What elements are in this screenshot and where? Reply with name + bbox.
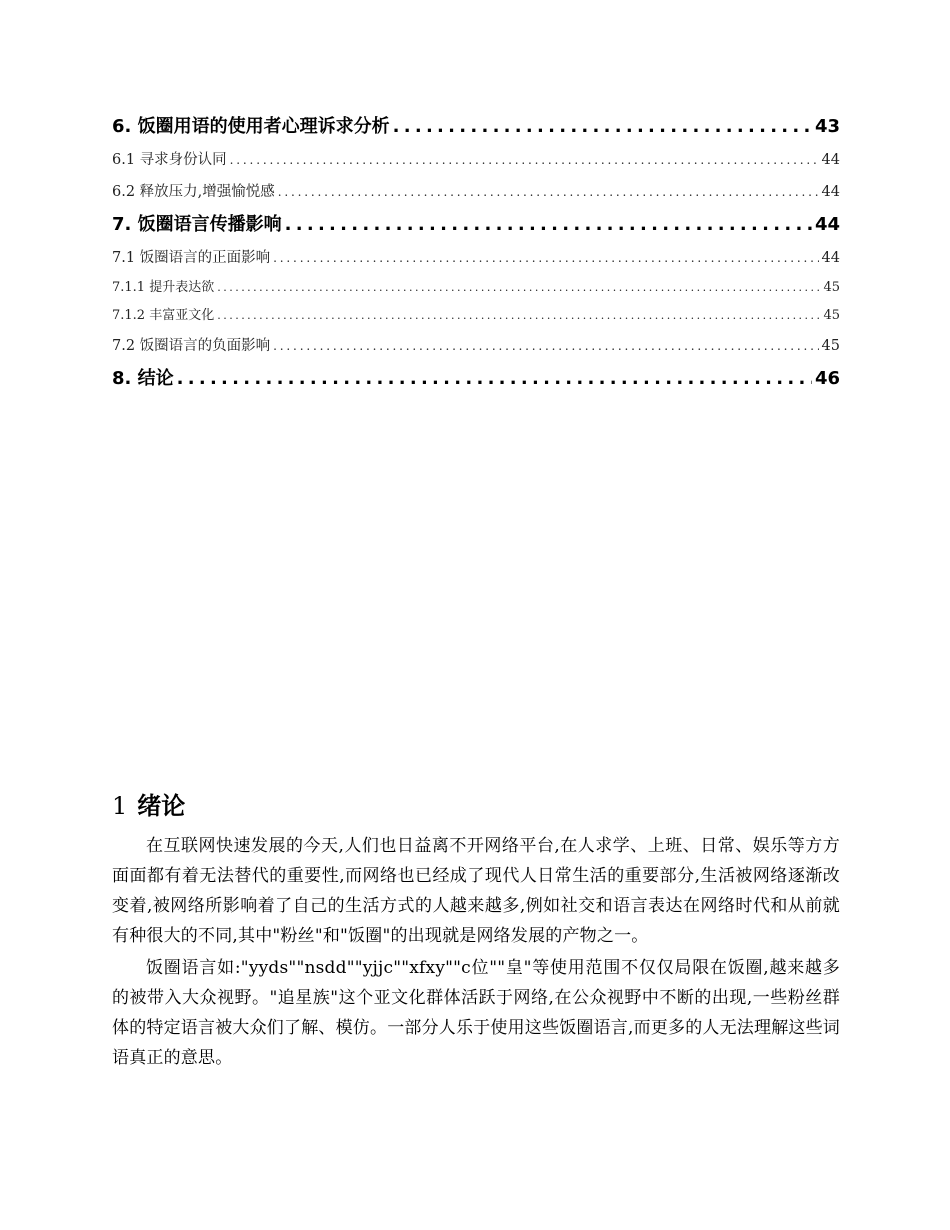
section-title: 绪论 [137,792,186,820]
toc-entry-page: 43 [814,116,840,137]
toc-entry-label: 6. 饭圈用语的使用者心理诉求分析 [112,116,390,137]
toc-entry-page: 46 [814,368,840,389]
toc-entry-page: 44 [814,214,840,235]
toc-entry-label: 6.1 寻求身份认同 [112,152,227,168]
toc-entry[interactable] [112,242,840,274]
toc-entry[interactable] [112,110,840,144]
toc-entry-page: 45 [821,338,840,354]
toc-entry-page: 45 [823,308,840,323]
section-introduction [112,786,840,1075]
toc-entry-page: 44 [821,250,840,266]
body-paragraph: 饭圈语言如:"yyds""nsdd""yjjc""xfxy""c位""皇"等使用范围不仅仅局限在饭圈,越来越多的被带入大众视野。"追星族"这个亚文化群体活跃于网络,在公众视野中不断的出现,一些粉丝群体的特定语言被大众们了解、模仿。一部分人乐于使用这些饭圈语言,而更多的人无法理解这些词语真正的意思。 [112,958,841,1068]
toc-entry-label: 7.1.2 丰富亚文化 [112,308,215,323]
toc-dot-leader [273,330,818,362]
toc-entry[interactable] [112,330,840,362]
toc-entry-label: 7. 饭圈语言传播影响 [112,214,282,235]
toc-entry-page: 44 [821,152,840,168]
toc-dot-leader [230,144,819,176]
body-paragraph: 在互联网快速发展的今天,人们也日益离不开网络平台,在人求学、上班、日常、娱乐等方方面面都有着无法替代的重要性,而网络也已经成了现代人日常生活的重要部分,生活被网络逐渐改变着,被网络所影响着了自己的生活方式的人越来越多,例如社交和语言表达在网络时代和从前就有种很大的不同,其中"粉丝"和"饭圈"的出现就是网络发展的产物之一。 [112,836,840,946]
toc-entry-label: 7.1.1 提升表达欲 [112,280,215,295]
section-heading [112,786,840,821]
toc-entry-label: 7.2 饭圈语言的负面影响 [112,338,271,354]
toc-dot-leader [285,208,812,242]
toc-entry-label: 6.2 释放压力,增强愉悦感 [112,184,275,200]
table-of-contents [112,110,840,396]
toc-dot-leader [273,242,818,274]
toc-entry-label: 7.1 饭圈语言的正面影响 [112,250,271,266]
toc-entry[interactable] [112,274,840,302]
toc-entry[interactable] [112,302,840,330]
toc-entry-page: 44 [821,184,840,200]
toc-dot-leader [217,274,820,302]
section-number: 1 [112,792,128,820]
toc-dot-leader [278,176,819,208]
toc-entry[interactable] [112,176,840,208]
toc-entry[interactable] [112,144,840,176]
toc-dot-leader [393,110,812,144]
toc-entry-page: 45 [823,280,840,295]
toc-entry[interactable] [112,362,840,396]
toc-entry-label: 8. 结论 [112,368,174,389]
toc-dot-leader [177,362,812,396]
toc-dot-leader [217,302,820,330]
toc-entry[interactable] [112,208,840,242]
